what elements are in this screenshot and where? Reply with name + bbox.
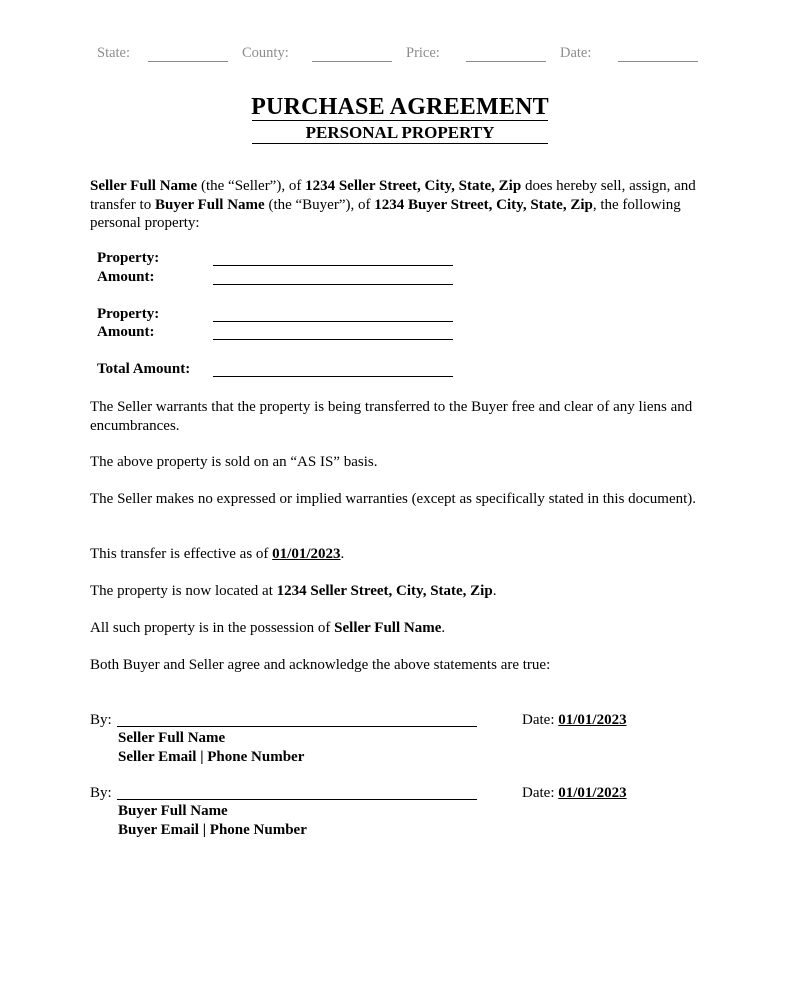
effective-date: 01/01/2023: [272, 546, 341, 562]
seller-date-value: 01/01/2023: [558, 712, 627, 728]
property-line-2[interactable]: [213, 321, 453, 322]
intro-text-2: does hereby sell, assign, and transfer to: [90, 178, 696, 213]
date-label: Date:: [560, 45, 592, 61]
seller-by-label: By:: [90, 712, 112, 728]
possession-suffix: .: [441, 620, 446, 636]
location-address: 1234 Seller Street, City, State, Zip: [276, 583, 493, 599]
clause-acknowledge: Both Buyer and Seller agree and acknowledge the above statements are true:: [90, 657, 551, 673]
possession-prefix: All such property is in the possession of: [90, 620, 335, 636]
location-suffix: .: [492, 583, 497, 599]
intro-text-1: (the “Seller”), of: [197, 178, 306, 194]
seller-name: Seller Full Name: [90, 178, 198, 194]
property-label-2: Property:: [97, 306, 160, 322]
total-amount-label: Total Amount:: [97, 361, 191, 377]
amount-line-2[interactable]: [213, 339, 453, 340]
buyer-signature-line[interactable]: [117, 799, 477, 800]
seller-signature-name: Seller Full Name: [118, 730, 226, 746]
possession-name: Seller Full Name: [334, 620, 442, 636]
location-prefix: The property is now located at: [90, 583, 277, 599]
county-label: County:: [242, 45, 289, 61]
amount-line-1[interactable]: [213, 284, 453, 285]
property-line-1[interactable]: [213, 265, 453, 266]
buyer-signature-contact: Buyer Email | Phone Number: [118, 822, 307, 838]
state-label: State:: [97, 45, 131, 61]
effective-prefix: This transfer is effective as of: [90, 546, 273, 562]
clause-possession: [90, 619, 730, 638]
amount-label-2: Amount:: [97, 324, 155, 340]
seller-signature-line[interactable]: [117, 726, 477, 727]
seller-date: [522, 711, 627, 729]
document-subtitle: PERSONAL PROPERTY: [305, 123, 495, 142]
total-amount-line[interactable]: [213, 376, 453, 377]
intro-text-4: , the following personal property:: [90, 196, 681, 231]
property-label-1: Property:: [97, 250, 160, 266]
buyer-date: [522, 784, 627, 802]
clause-location: [90, 582, 730, 601]
seller-date-label: Date:: [522, 712, 555, 728]
clause-no-warranty: The Seller makes no expressed or implied warranties (except as specifically stated in this document).: [90, 491, 697, 507]
buyer-signature-name: Buyer Full Name: [118, 803, 228, 819]
county-blank[interactable]: [312, 61, 392, 62]
price-blank[interactable]: [466, 61, 546, 62]
buyer-address: 1234 Buyer Street, City, State, Zip: [374, 196, 593, 213]
document-title: PURCHASE AGREEMENT: [251, 94, 549, 120]
intro-text-3: (the “Buyer”), of: [264, 196, 375, 213]
seller-signature-contact: Seller Email | Phone Number: [118, 749, 305, 765]
clause-liens: The Seller warrants that the property is being transferred to the Buyer free and clear of any liens and encumbrances.: [90, 399, 693, 434]
clause-effective: [90, 545, 730, 564]
date-blank[interactable]: [618, 61, 698, 62]
effective-suffix: .: [340, 546, 345, 562]
amount-label-1: Amount:: [97, 269, 155, 285]
state-blank[interactable]: [148, 61, 228, 62]
title-block: [0, 94, 800, 144]
intro-paragraph: [90, 177, 730, 233]
clause-as-is: The above property is sold on an “AS IS” basis.: [90, 454, 378, 470]
buyer-date-label: Date:: [522, 785, 555, 801]
buyer-by-label: By:: [90, 785, 112, 801]
title-underline: [252, 120, 548, 121]
seller-address: 1234 Seller Street, City, State, Zip: [305, 178, 522, 194]
subtitle-underline: [252, 143, 548, 144]
buyer-date-value: 01/01/2023: [558, 785, 627, 801]
buyer-name: Buyer Full Name: [154, 196, 265, 213]
price-label: Price:: [406, 45, 440, 61]
